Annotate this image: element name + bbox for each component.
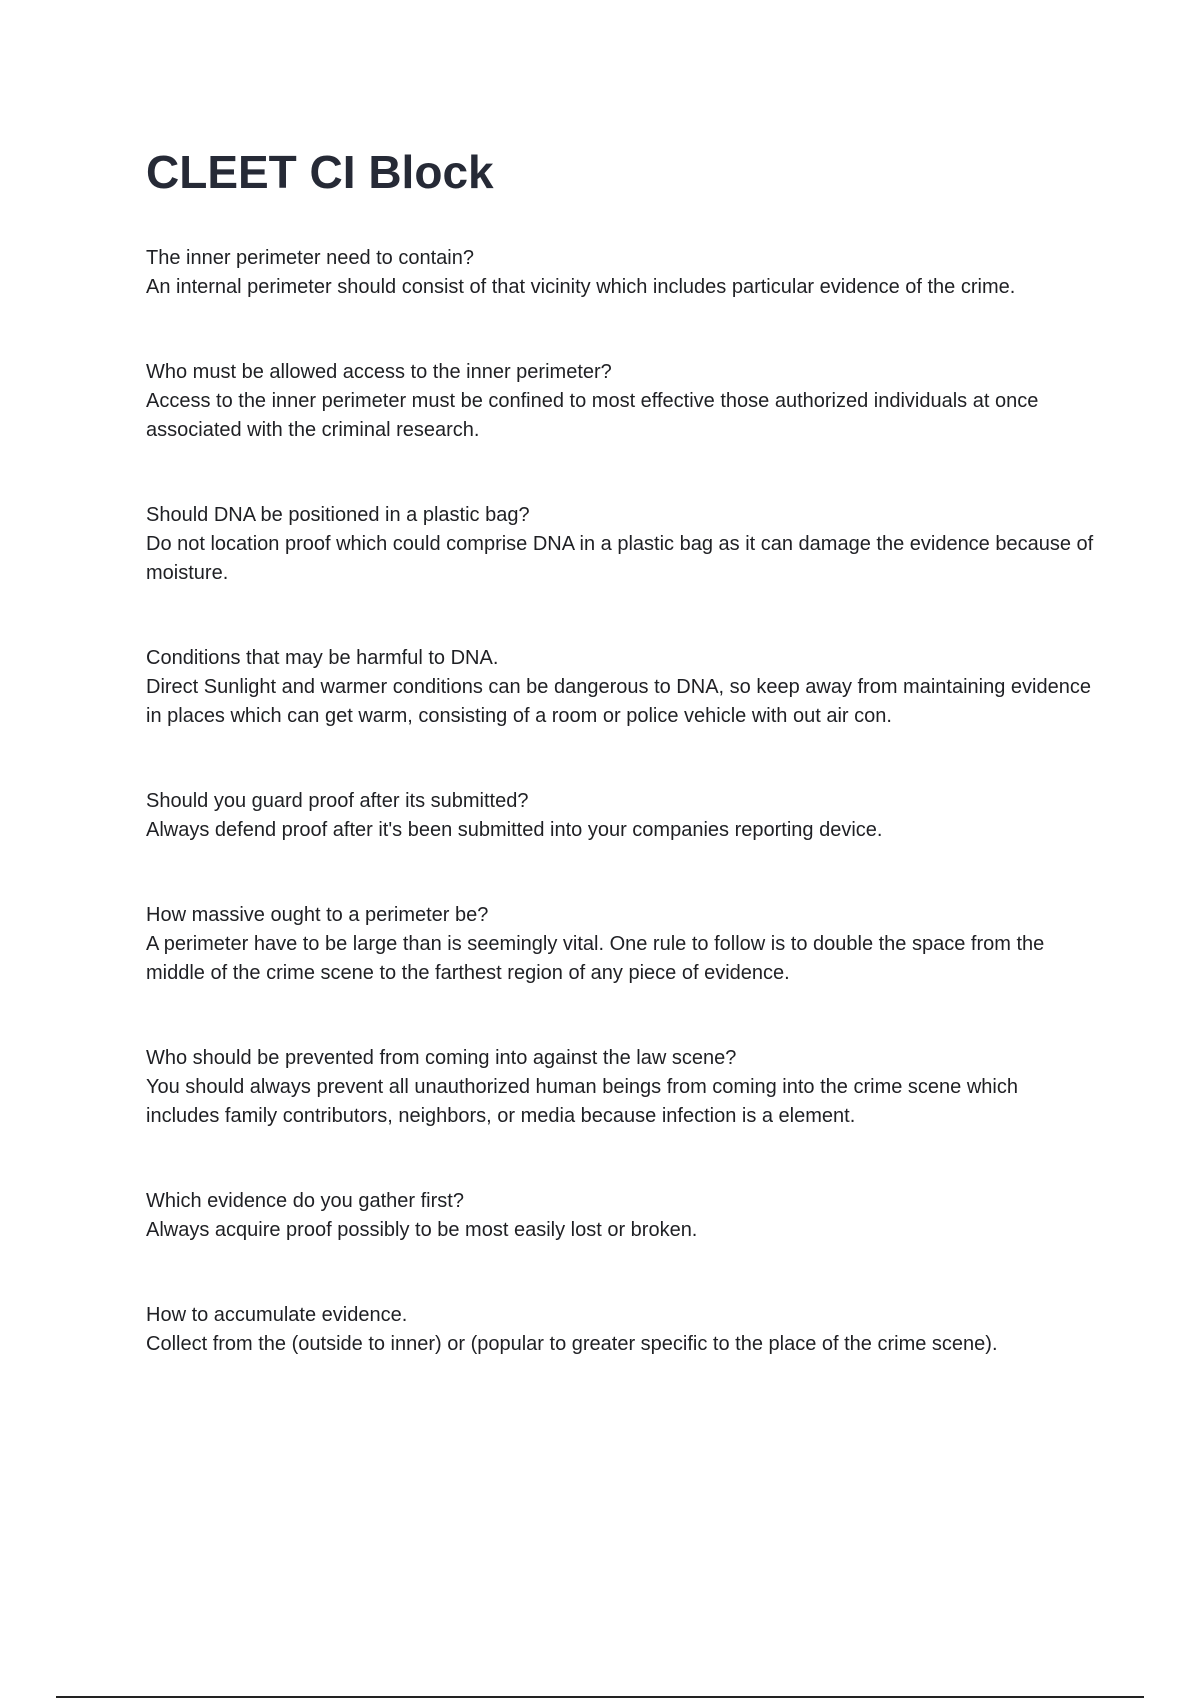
footer-divider xyxy=(56,1696,1144,1698)
qa-answer: Always defend proof after it's been submitted into your companies reporting device. xyxy=(146,819,883,841)
qa-question: The inner perimeter need to contain? xyxy=(146,247,474,269)
qa-item xyxy=(146,1301,1096,1359)
qa-item xyxy=(146,358,1096,445)
qa-item xyxy=(146,787,1096,845)
qa-question: Conditions that may be harmful to DNA. xyxy=(146,647,499,669)
qa-answer: Do not location proof which could comprise DNA in a plastic bag as it can damage the evidence because of moisture. xyxy=(146,533,1094,584)
qa-question: Who must be allowed access to the inner perimeter? xyxy=(146,361,612,383)
qa-item xyxy=(146,501,1096,588)
document-title: CLEET CI Block xyxy=(146,146,494,198)
qa-item xyxy=(146,644,1096,731)
qa-answer: A perimeter have to be large than is seemingly vital. One rule to follow is to double the space from the middle of the crime scene to the farthest region of any piece of evidence. xyxy=(146,933,1045,984)
qa-answer: Always acquire proof possibly to be most easily lost or broken. xyxy=(146,1219,698,1241)
qa-question: How to accumulate evidence. xyxy=(146,1304,408,1326)
qa-item xyxy=(146,1187,1096,1245)
qa-answer: An internal perimeter should consist of that vicinity which includes particular evidence of the crime. xyxy=(146,276,1016,298)
qa-item xyxy=(146,244,1096,302)
qa-item xyxy=(146,901,1096,988)
qa-question: Should DNA be positioned in a plastic bag? xyxy=(146,504,530,526)
qa-answer: Collect from the (outside to inner) or (popular to greater specific to the place of the crime scene). xyxy=(146,1333,998,1355)
qa-question: Who should be prevented from coming into against the law scene? xyxy=(146,1047,737,1069)
qa-answer: Access to the inner perimeter must be confined to most effective those authorized individuals at once associated with the criminal research. xyxy=(146,390,1039,441)
qa-answer: Direct Sunlight and warmer conditions can be dangerous to DNA, so keep away from maintaining evidence in places which can get warm, consisting of a room or police vehicle with out air con. xyxy=(146,676,1091,727)
qa-item xyxy=(146,1044,1096,1131)
qa-question: Which evidence do you gather first? xyxy=(146,1190,464,1212)
qa-answer: You should always prevent all unauthorized human beings from coming into the crime scene which includes family contributors, neighbors, or media because infection is a element. xyxy=(146,1076,1018,1127)
qa-question: How massive ought to a perimeter be? xyxy=(146,904,489,926)
qa-list xyxy=(146,244,1096,1415)
qa-question: Should you guard proof after its submitted? xyxy=(146,790,529,812)
